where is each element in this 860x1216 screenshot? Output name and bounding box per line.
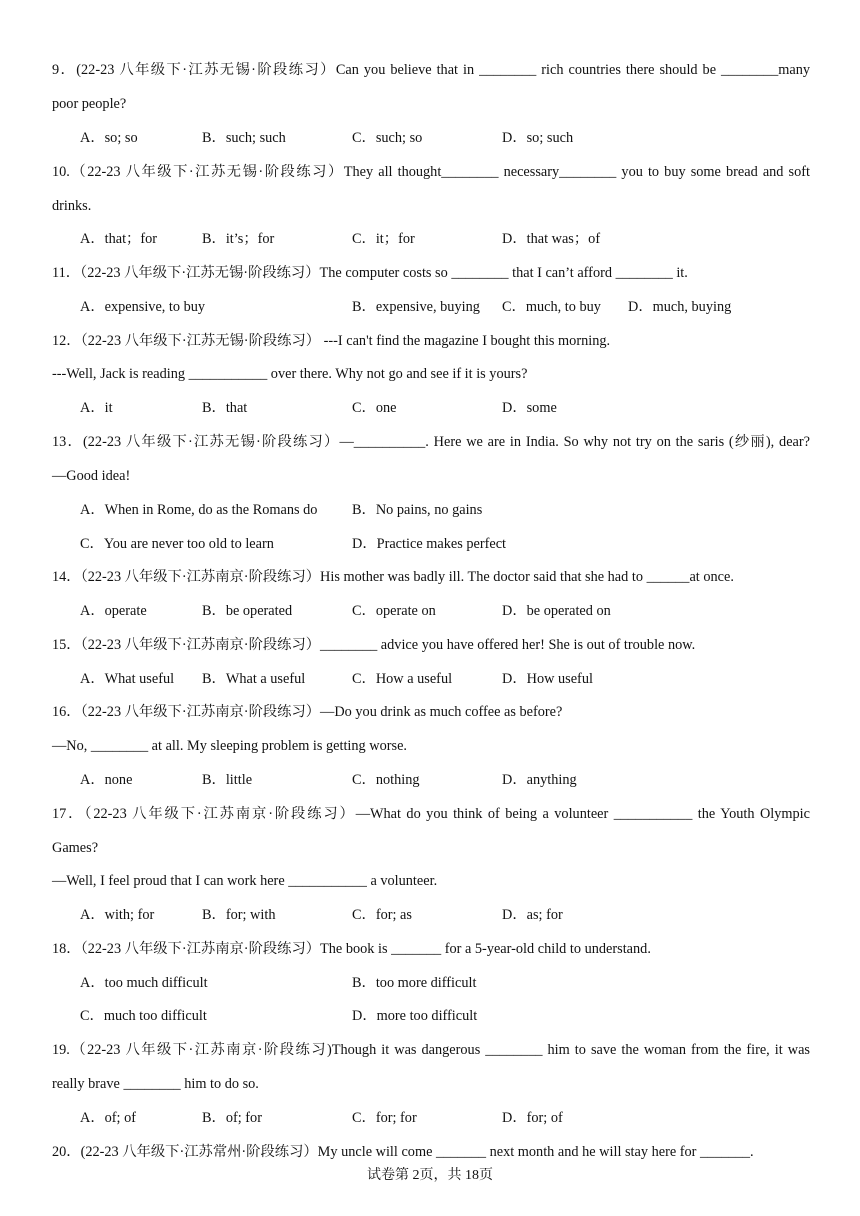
question-9-options	[80, 128, 820, 148]
option-a: A．so; so	[80, 130, 138, 146]
option-b: B．No pains, no gains	[352, 502, 483, 518]
option-d: D．much, buying	[628, 299, 732, 315]
option-c: C．How a useful	[352, 671, 453, 687]
question-9-text-cont: poor people?	[52, 96, 127, 112]
option-c: C．much, to buy	[502, 299, 601, 315]
question-12-text-cont: ---Well, Jack is reading ___________ over there. Why not go and see if it is yours?	[52, 366, 528, 382]
option-b: B．for; with	[202, 907, 276, 923]
option-d: D．anything	[502, 772, 577, 788]
option-a: A．too much difficult	[80, 975, 208, 991]
option-a: A．What useful	[80, 671, 175, 687]
option-d: D．How useful	[502, 671, 593, 687]
option-d: D．for; of	[502, 1110, 563, 1126]
option-c: C．operate on	[352, 603, 436, 619]
question-19-options	[80, 1108, 820, 1128]
option-a: A．of; of	[80, 1110, 136, 1126]
question-17-text: 17．（22-23 八年级下·江苏南京·阶段练习）—What do you think of being a volunteer ___________ the Youth Olympic	[52, 806, 810, 822]
option-a: A．with; for	[80, 907, 155, 923]
option-b: B．be operated	[202, 603, 293, 619]
option-b: B．expensive, buying	[352, 299, 480, 315]
question-20-text: 20．(22-23 八年级下·江苏常州·阶段练习）My uncle will come _______ next month and he will stay here for _______.	[52, 1144, 754, 1160]
question-16-options	[80, 770, 820, 790]
question-14-options	[80, 601, 820, 621]
option-a: A．that；for	[80, 231, 158, 247]
question-11-text: 11．（22-23 八年级下·江苏无锡·阶段练习）The computer costs so ________ that I can’t afford ________ it.	[52, 265, 688, 281]
option-c: C．for; for	[352, 1110, 417, 1126]
option-b: B．too more difficult	[352, 975, 477, 991]
page-footer: 试卷第 2页，共 18页	[367, 1168, 493, 1183]
option-c: C．it；for	[352, 231, 415, 247]
question-17-text-cont: Games?	[52, 840, 99, 856]
question-13-options-row2	[80, 534, 820, 554]
option-d: D．that was；of	[502, 231, 601, 247]
option-b: B．little	[202, 772, 253, 788]
question-15-options	[80, 669, 820, 689]
option-a: A．expensive, to buy	[80, 299, 206, 315]
question-16-text-cont: —No, ________ at all. My sleeping problem is getting worse.	[52, 738, 407, 754]
question-19-text-cont: really brave ________ him to do so.	[52, 1076, 259, 1092]
question-10-text-cont: drinks.	[52, 198, 92, 214]
question-15-text: 15．（22-23 八年级下·江苏南京·阶段练习）________ advice you have offered her! She is out of trouble now.	[52, 637, 696, 653]
question-13-text: 13．(22-23 八年级下·江苏无锡·阶段练习）—__________. Here we are in India. So why not try on the saris (纱丽), dear?	[52, 434, 810, 450]
question-12-text: 12．（22-23 八年级下·江苏无锡·阶段练习） ---I can't find the magazine I bought this morning.	[52, 333, 611, 349]
question-9-text: 9．(22-23 八年级下·江苏无锡·阶段练习）Can you believe that in ________ rich countries there should be ________many	[52, 62, 810, 78]
question-18-text: 18．（22-23 八年级下·江苏南京·阶段练习）The book is _______ for a 5-year-old child to understand.	[52, 941, 651, 957]
question-13-options-row1	[80, 500, 820, 520]
option-c: C．You are never too old to learn	[80, 536, 274, 552]
question-10-options	[80, 229, 820, 249]
option-a: A．When in Rome, do as the Romans do	[80, 502, 318, 518]
option-d: D．Practice makes perfect	[352, 536, 507, 552]
question-17-reply: —Well, I feel proud that I can work here ___________ a volunteer.	[52, 873, 438, 889]
question-18-options-row2	[80, 1006, 820, 1026]
option-b: B．What a useful	[202, 671, 306, 687]
question-12-options	[80, 398, 820, 418]
question-17-options	[80, 905, 820, 925]
option-d: D．more too difficult	[352, 1008, 478, 1024]
option-a: A．it	[80, 400, 113, 416]
question-16-text: 16．（22-23 八年级下·江苏南京·阶段练习）—Do you drink as much coffee as before?	[52, 704, 563, 720]
option-c: C．such; so	[352, 130, 423, 146]
question-11-options	[80, 297, 820, 317]
option-b: B．that	[202, 400, 248, 416]
option-b: B．such; such	[202, 130, 286, 146]
question-13-text-cont: —Good idea!	[52, 468, 131, 484]
option-d: D．so; such	[502, 130, 574, 146]
option-c: C．nothing	[352, 772, 420, 788]
question-10-text: 10.（22-23 八年级下·江苏无锡·阶段练习）They all thought________ necessary________ you to buy some bread and soft	[52, 164, 810, 180]
question-14-text: 14．（22-23 八年级下·江苏南京·阶段练习）His mother was badly ill. The doctor said that she had to ______at once.	[52, 569, 734, 585]
option-d: D．as; for	[502, 907, 563, 923]
option-b: B．it’s；for	[202, 231, 275, 247]
option-a: A．none	[80, 772, 133, 788]
option-b: B．of; for	[202, 1110, 262, 1126]
option-d: D．be operated on	[502, 603, 611, 619]
option-d: D．some	[502, 400, 557, 416]
question-19-text: 19.（22-23 八年级下·江苏南京·阶段练习)Though it was dangerous ________ him to save the woman from the fire, it was	[52, 1042, 810, 1058]
option-c: C．much too difficult	[80, 1008, 207, 1024]
option-c: C．for; as	[352, 907, 412, 923]
option-a: A．operate	[80, 603, 147, 619]
question-18-options-row1	[80, 973, 820, 993]
option-c: C．one	[352, 400, 397, 416]
